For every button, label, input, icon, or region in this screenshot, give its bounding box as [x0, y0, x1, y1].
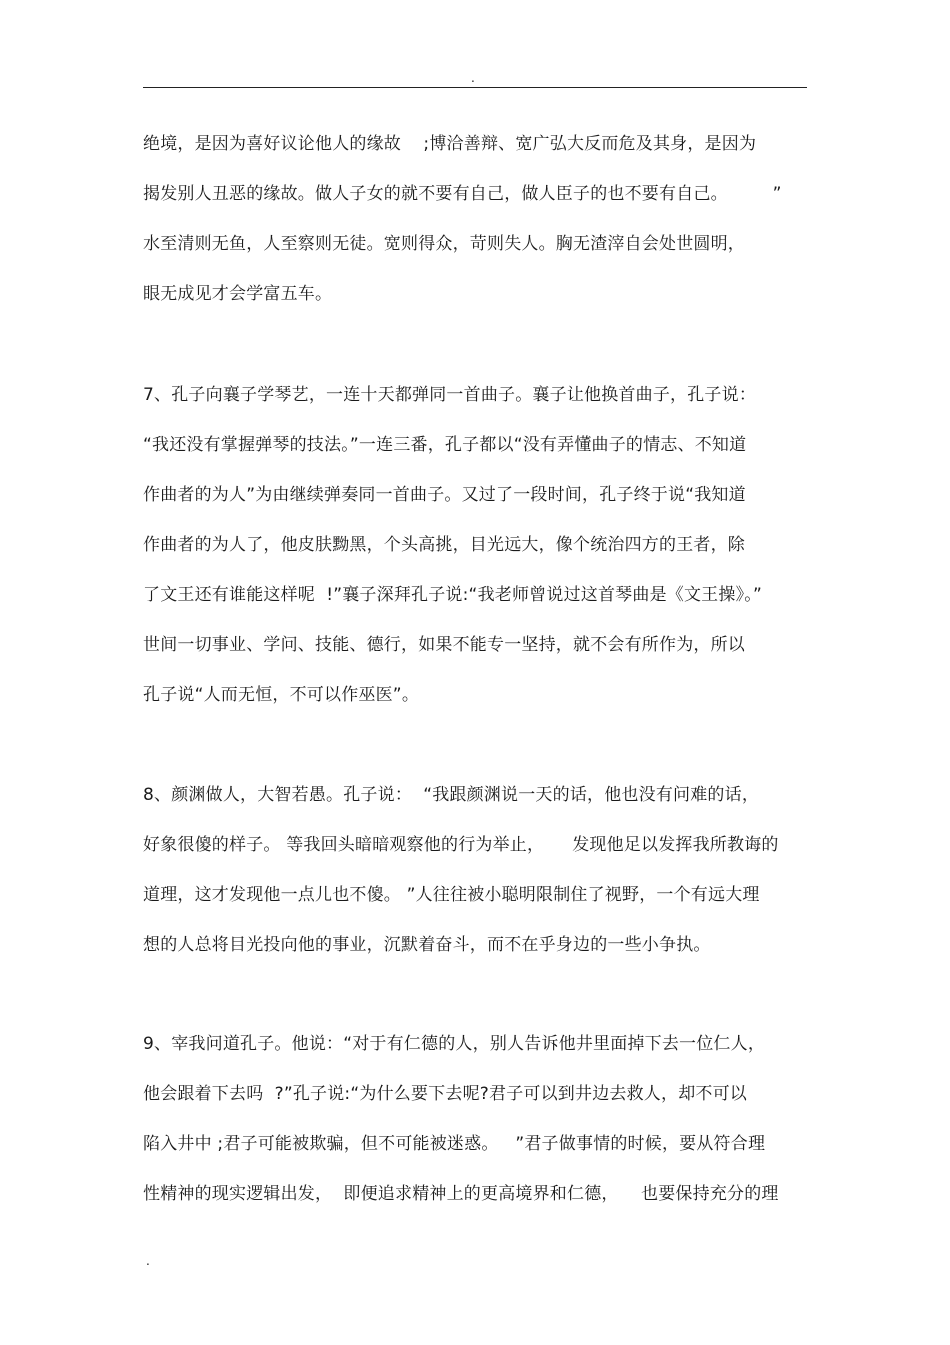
paragraph-7-line: 作曲者的为人了，他皮肤黝黑，个头高挑，目光远大，像个统治四方的王者，除: [143, 535, 745, 555]
paragraph-9-line: 他会跟着下去吗 ?”孔子说:“为什么要下去呢?君子可以到井边去救人，却不可以: [143, 1084, 747, 1104]
paragraph-8-line: 8、颜渊做人，大智若愚。孔子说： “我跟颜渊说一天的话，他也没有问难的话，: [143, 785, 760, 805]
paragraph-9-line: 性精神的现实逻辑出发， 即便追求精神上的更高境界和仁德， 也要保持充分的理: [143, 1184, 779, 1204]
text-line: 水至清则无鱼，人至察则无徒。宽则得众，苛则失人。胸无渣滓自会处世圆明，: [143, 234, 745, 254]
paragraph-9-line: 陷入井中 ;君子可能被欺骗，但不可能被迷惑。 ”君子做事情的时候，要从符合理: [143, 1134, 766, 1154]
paragraph-7-line: 作曲者的为人”为由继续弹奏同一首曲子。又过了一段时间，孔子终于说“我知道: [143, 485, 746, 505]
paragraph-8-line: 好象很傻的样子。 等我回头暗暗观察他的行为举止， 发现他足以发挥我所教诲的: [143, 835, 779, 855]
text-line: 揭发别人丑恶的缘故。做人子女的就不要有自己，做人臣子的也不要有自己。 ”: [143, 184, 782, 204]
paragraph-7-line: 世间一切事业、学问、技能、德行，如果不能专一坚持，就不会有所作为，所以: [143, 635, 745, 655]
header-dot: .: [471, 71, 475, 85]
footer-dot: .: [146, 1254, 150, 1268]
text-line: 眼无成见才会学富五车。: [143, 284, 333, 304]
paragraph-7-line: “我还没有掌握弹琴的技法。”一连三番，孔子都以“没有弄懂曲子的情志、不知道: [143, 435, 747, 455]
paragraph-9-line: 9、宰我问道孔子。他说：“对于有仁德的人，别人告诉他井里面掉下去一位仁人，: [143, 1034, 766, 1054]
paragraph-7-line: 7、孔子向襄子学琴艺，一连十天都弹同一首曲子。襄子让他换首曲子，孔子说：: [143, 385, 757, 405]
paragraph-7-line: 孔子说“人而无恒，不可以作巫医”。: [143, 685, 420, 705]
text-line: 绝境，是因为喜好议论他人的缘故 ;博洽善辩、宽广弘大反而危及其身，是因为: [143, 134, 757, 154]
paragraph-7-line: 了文王还有谁能这样呢 !”襄子深拜孔子说:“我老师曾说过这首琴曲是《文王操》。”: [143, 585, 762, 605]
header-rule: [143, 87, 807, 88]
paragraph-8-line: 想的人总将目光投向他的事业，沉默着奋斗，而不在乎身边的一些小争执。: [143, 935, 711, 955]
paragraph-8-line: 道理，这才发现他一点儿也不傻。 ”人往往被小聪明限制住了视野，一个有远大理: [143, 885, 760, 905]
